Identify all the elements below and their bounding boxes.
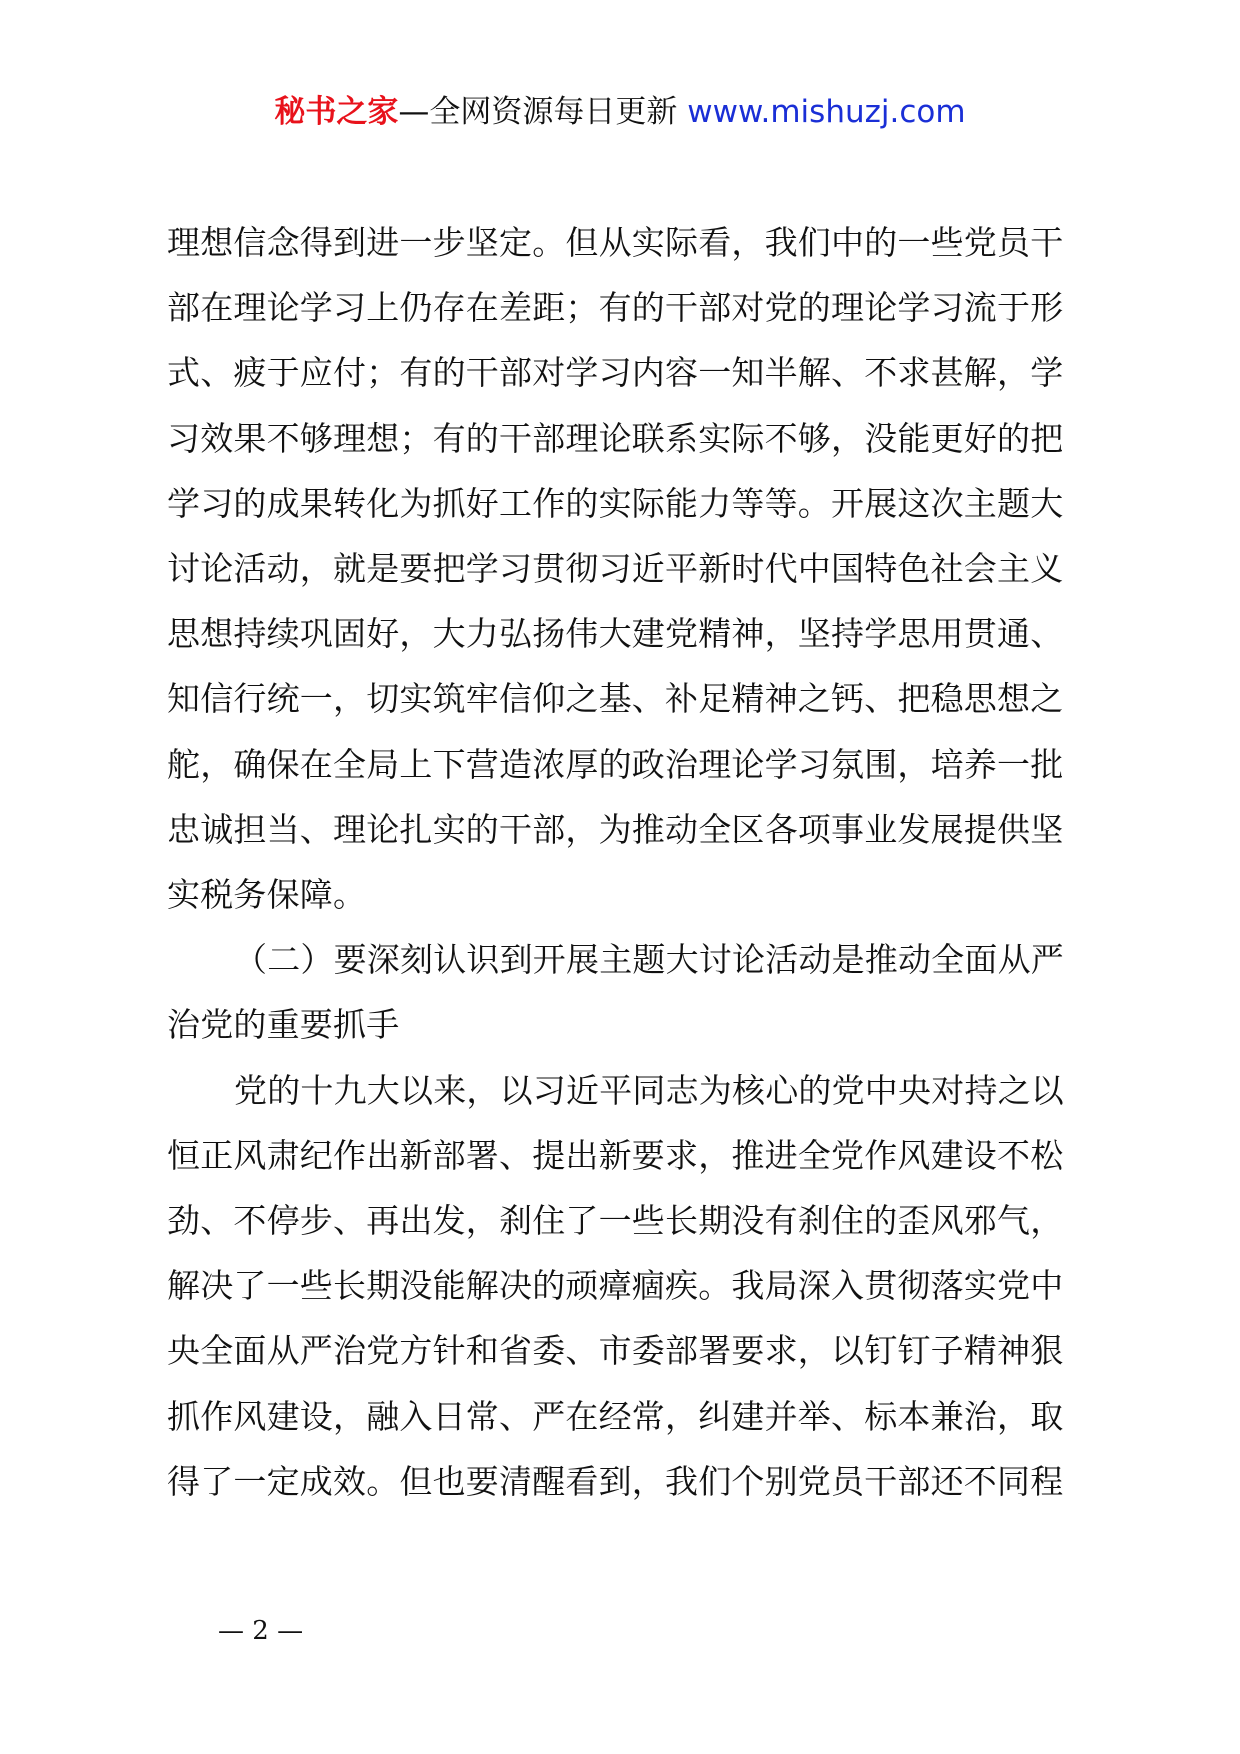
- text-line: 央全面从严治党方针和省委、市委部署要求，以钉钉子精神狠: [167, 1331, 1064, 1371]
- text-line: 知信行统一，切实筑牢信仰之基、补足精神之钙、把稳思想之: [167, 679, 1064, 719]
- site-url-link[interactable]: www.mishuzj.com: [687, 94, 966, 130]
- site-brand: 秘书之家: [274, 94, 399, 130]
- text-line: 劲、不停步、再出发，刹住了一些长期没有刹住的歪风邪气，: [167, 1201, 1064, 1241]
- text-line: 式、疲于应付；有的干部对学习内容一知半解、不求甚解，学: [167, 353, 1064, 393]
- document-body: [167, 210, 1090, 1514]
- site-header: [0, 92, 1240, 132]
- text-line: 部在理论学习上仍存在差距；有的干部对党的理论学习流于形: [167, 288, 1064, 328]
- text-line: 学习的成果转化为抓好工作的实际能力等等。开展这次主题大: [167, 483, 1064, 523]
- text-line: 思想持续巩固好，大力弘扬伟大建党精神，坚持学思用贯通、: [167, 614, 1064, 654]
- page-number: — 2 —: [218, 1616, 304, 1646]
- text-line: 忠诚担当、理论扎实的干部，为推动全区各项事业发展提供坚: [167, 809, 1064, 849]
- heading-line: （二）要深刻认识到开展主题大讨论活动是推动全面从严: [234, 940, 1064, 980]
- text-line: 理想信念得到进一步坚定。但从实际看，我们中的一些党员干: [167, 223, 1064, 262]
- text-line: 抓作风建设，融入日常、严在经常，纠建并举、标本兼治，取: [167, 1396, 1064, 1436]
- text-line: 解决了一些长期没能解决的顽瘴痼疾。我局深入贯彻落实党中: [167, 1266, 1064, 1306]
- text-line: 党的十九大以来，以习近平同志为核心的党中央对持之以: [234, 1070, 1064, 1110]
- text-line: 讨论活动，就是要把学习贯彻习近平新时代中国特色社会主义: [167, 549, 1064, 589]
- text-line: 实税务保障。: [167, 875, 367, 915]
- site-tagline: —全网资源每日更新: [398, 94, 678, 130]
- paragraph-2: [167, 1058, 1090, 1514]
- text-line: 习效果不够理想；有的干部理论联系实际不够，没能更好的把: [167, 418, 1064, 458]
- text-line: 恒正风肃纪作出新部署、提出新要求，推进全党作风建设不松: [167, 1135, 1064, 1175]
- text-line: 得了一定成效。但也要清醒看到，我们个别党员干部还不同程: [167, 1461, 1064, 1501]
- text-line: 舵，确保在全局上下营造浓厚的政治理论学习氛围，培养一批: [167, 744, 1064, 784]
- heading-line: 治党的重要抓手: [167, 1005, 400, 1045]
- section-heading: [167, 927, 1090, 1057]
- paragraph-1: [167, 210, 1090, 927]
